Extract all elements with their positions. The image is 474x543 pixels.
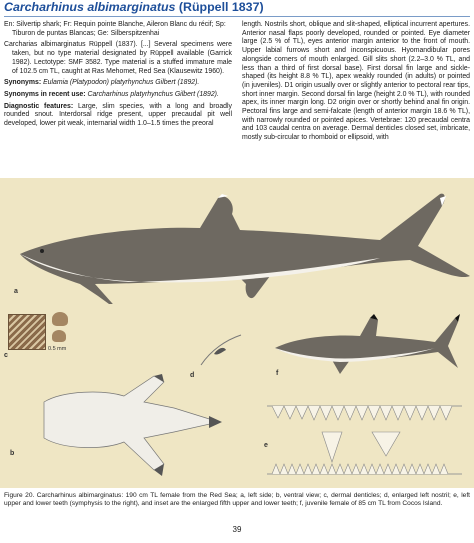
scale-bar-label: 0.5 mm — [48, 346, 67, 352]
diagnostic-text: Large, slim species, with a long and broadly rounded snout. Interdorsal ridge present, upper precaudal pit well developed, lower pit weak, internarial width 1.0–1.5 times the preoral — [4, 102, 232, 128]
synonyms-recent-text: Carcharhinus platyrhynchus Gilbert (1892). — [87, 90, 219, 98]
synonyms-recent — [4, 91, 232, 100]
nostril-illustration — [196, 330, 246, 370]
denticle-enlarged-illustration — [52, 312, 68, 326]
figure-plate — [0, 178, 474, 488]
shark-ventral-illustration — [34, 372, 224, 482]
synonyms-label: Synonyms: — [4, 79, 42, 87]
synonyms-text: Eulamia (Platypodon) platyrhynchus Gilbert (1892). — [43, 79, 200, 87]
type-information: Carcharias albimarginatus Rüppell (1837). [...] Several specimens were taken, but no type material designated by Rüppell available (Garrick 1982). Lectotype: SMF 3582. Type material is a stuffed immature male of 102.5 cm TL, caught at Ras Mehomet, Red Sea (Klausewitz 1960). — [4, 41, 232, 75]
species-author: (Rüppell 1837) — [178, 0, 264, 14]
species-name: Carcharhinus albimarginatus — [4, 0, 176, 14]
label-c: c — [4, 352, 8, 359]
shark-lateral-illustration — [0, 184, 474, 304]
synonyms — [4, 79, 232, 88]
description-continued: length. Nostrils short, oblique and slit-shaped, elliptical incurrent apertures. Anterior nasal flaps poorly developed, rounded or pointed. Eye diameter large (2.5 % of TL), eyes anterior margin anterior to the front of mouth. Upper labial furrows short and inconspicuous. Hyomandibular pores alongside corners of mouth enlarged. Gill slits short (2.2–3.0 % TL, and less than a third of first dorsal base). First dorsal fin large and sickle-shaped (its height 8.8 % TL), apex weakly rounded (in adults) or pointed (in juveniles). D1 origin usually over or slightly anterior to pectoral rear tips, short inner margin. Second dorsal fin large (height 2.0 % TL), with rounded apex, its inner margin long. D2 origin over or shortly behind anal fin origin. Pectoral fins large and semi-falcate (length of anterior margin 18.6 % TL), with narrowly rounded or pointed apices. Vertebrae: 120 precaudal centra and 103 caudal centra on average. Dermal denticles closed set, imbricate, mostly sub-circular to rhomboid or ellipsoid, with — [242, 21, 470, 142]
label-a: a — [14, 288, 18, 295]
left-text-column — [4, 21, 232, 132]
right-text-column — [242, 21, 470, 146]
diagnostic-label: Diagnostic features: — [4, 102, 74, 110]
species-title — [4, 0, 470, 17]
denticle-enlarged-illustration — [52, 330, 66, 342]
common-names: En: Silvertip shark; Fr: Requin pointe Blanche, Aileron Blanc du récif; Sp: Tiburon de puntas Blancas; Ge: Silberspitzenhai — [4, 21, 226, 37]
synonyms-recent-label: Synonyms in recent use: — [4, 90, 86, 98]
teeth-illustration — [262, 386, 472, 496]
juvenile-shark-illustration — [270, 308, 460, 378]
dermal-denticles-illustration — [8, 314, 46, 350]
label-f: f — [276, 370, 279, 377]
label-d: d — [190, 372, 195, 379]
page-number: 39 — [232, 525, 242, 534]
label-b: b — [10, 450, 15, 457]
label-e: e — [264, 442, 268, 449]
diagnostic-features — [4, 103, 232, 129]
figure-caption: Figure 20. Carcharhinus albimarginatus: 190 cm TL female from the Red Sea; a, left side; b, ventral view; c, dermal denticles; d, enlarged left nostril; e, left upper and lower teeth (symphysis to the right), and inset are the enlarged fifth upper and lower teeth; f, juvenile female of 85 cm TL from Cocos Island. — [4, 492, 470, 508]
